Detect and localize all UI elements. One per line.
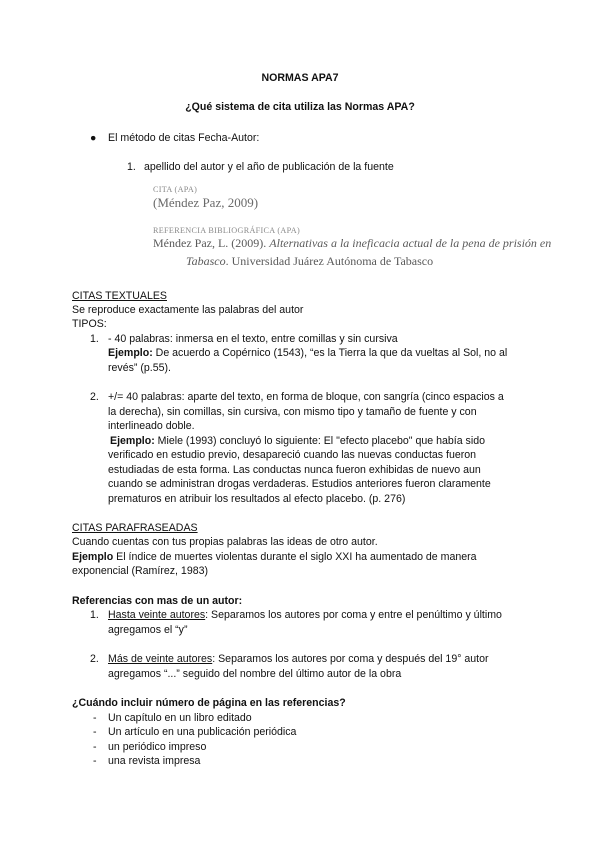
list-item: Un capítulo en un libro editado <box>108 712 252 724</box>
apa-example-image <box>150 180 565 272</box>
list-item-text: agregamos el “y” <box>108 624 188 636</box>
example-line: Ejemplo El índice de muertes violentas durante el siglo XXI ha aumentado de manera <box>72 551 477 563</box>
reference-line-2: Tabasco. Universidad Juárez Autónoma de Tabasco <box>186 254 434 268</box>
dash-marker: - <box>93 726 97 738</box>
dash-marker: - <box>93 755 97 767</box>
cita-label: CITA (APA) <box>153 185 198 194</box>
list-item-text: interlineado doble. <box>108 420 195 432</box>
referencias-heading: Referencias con mas de un autor: <box>72 595 243 607</box>
citas-textuales-intro: Se reproduce exactamente las palabras del autor <box>72 304 304 316</box>
list-number: 1. <box>90 333 99 345</box>
list-item-text: - 40 palabras: inmersa en el texto, entre comillas y sin cursiva <box>108 333 398 345</box>
list-item: un periódico impreso <box>108 741 207 753</box>
example-line: prematuros en atribuir los resultados al efecto placebo. (p. 276) <box>108 493 406 505</box>
dash-marker: - <box>93 741 97 753</box>
example-line: Ejemplo: De acuerdo a Copérnico (1543), “es la Tierra la que da vueltas al Sol, no al <box>108 347 508 359</box>
list-item-text: Hasta veinte autores: Separamos los autores por coma y entre el penúltimo y último <box>108 609 502 621</box>
section-question: ¿Qué sistema de cita utiliza las Normas APA? <box>185 101 415 113</box>
example-line: cuando se administran drogas verdaderas. Estudios anteriores fueron claramente <box>108 478 491 490</box>
list-item-text: +/= 40 palabras: aparte del texto, en forma de bloque, con sangría (cinco espacios a <box>108 391 504 403</box>
example-line: exponencial (Ramírez, 1983) <box>72 565 209 577</box>
list-item-text: Más de veinte autores: Separamos los autores por coma y después del 19° autor <box>108 653 489 665</box>
reference-label: REFERENCIA BIBLIOGRÁFICA (APA) <box>153 226 300 235</box>
list-item-text: la derecha), sin comillas, sin cursiva, con mismo tipo y tamaño de fuente y con <box>108 406 477 418</box>
citas-parafraseadas-intro: Cuando cuentas con tus propias palabras las ideas de otro autor. <box>72 536 378 548</box>
bullet-text: El método de citas Fecha-Autor: <box>108 132 260 144</box>
citas-parafraseadas-heading: CITAS PARAFRASEADAS <box>72 522 198 534</box>
list-item-text: agregamos “...” seguido del nombre del último autor de la obra <box>108 668 402 680</box>
tipos-label: TIPOS: <box>72 318 107 330</box>
list-number: 2. <box>90 391 99 403</box>
document-title: NORMAS APA7 <box>261 72 339 84</box>
pagina-heading: ¿Cuándo incluir número de página en las referencias? <box>72 697 346 709</box>
example-line: Ejemplo: Miele (1993) concluyó lo siguiente: El "efecto placebo" que había sido <box>110 435 485 447</box>
list-number: 2. <box>90 653 99 665</box>
example-line: verificado en estudio previo, desapareció cuando las nuevas conductas fueron <box>108 449 477 461</box>
list-item: una revista impresa <box>108 755 201 767</box>
citas-textuales-heading: CITAS TEXTUALES <box>72 290 167 302</box>
list-item: Un artículo en una publicación periódica <box>108 726 297 738</box>
example-line: estudiadas de esta forma. Las conductas nunca fueron exhibidas de nuevo aun <box>108 464 481 476</box>
bullet-marker: ● <box>90 132 97 144</box>
numbered-item-number: 1. <box>127 161 136 173</box>
dash-marker: - <box>93 712 97 724</box>
numbered-item-text: apellido del autor y el año de publicación de la fuente <box>144 161 394 173</box>
list-number: 1. <box>90 609 99 621</box>
cita-example: (Méndez Paz, 2009) <box>153 195 259 210</box>
reference-line-1: Méndez Paz, L. (2009). Alternativas a la ineficacia actual de la pena de prisión en <box>153 236 552 250</box>
example-line: revés” (p.55). <box>108 362 171 374</box>
